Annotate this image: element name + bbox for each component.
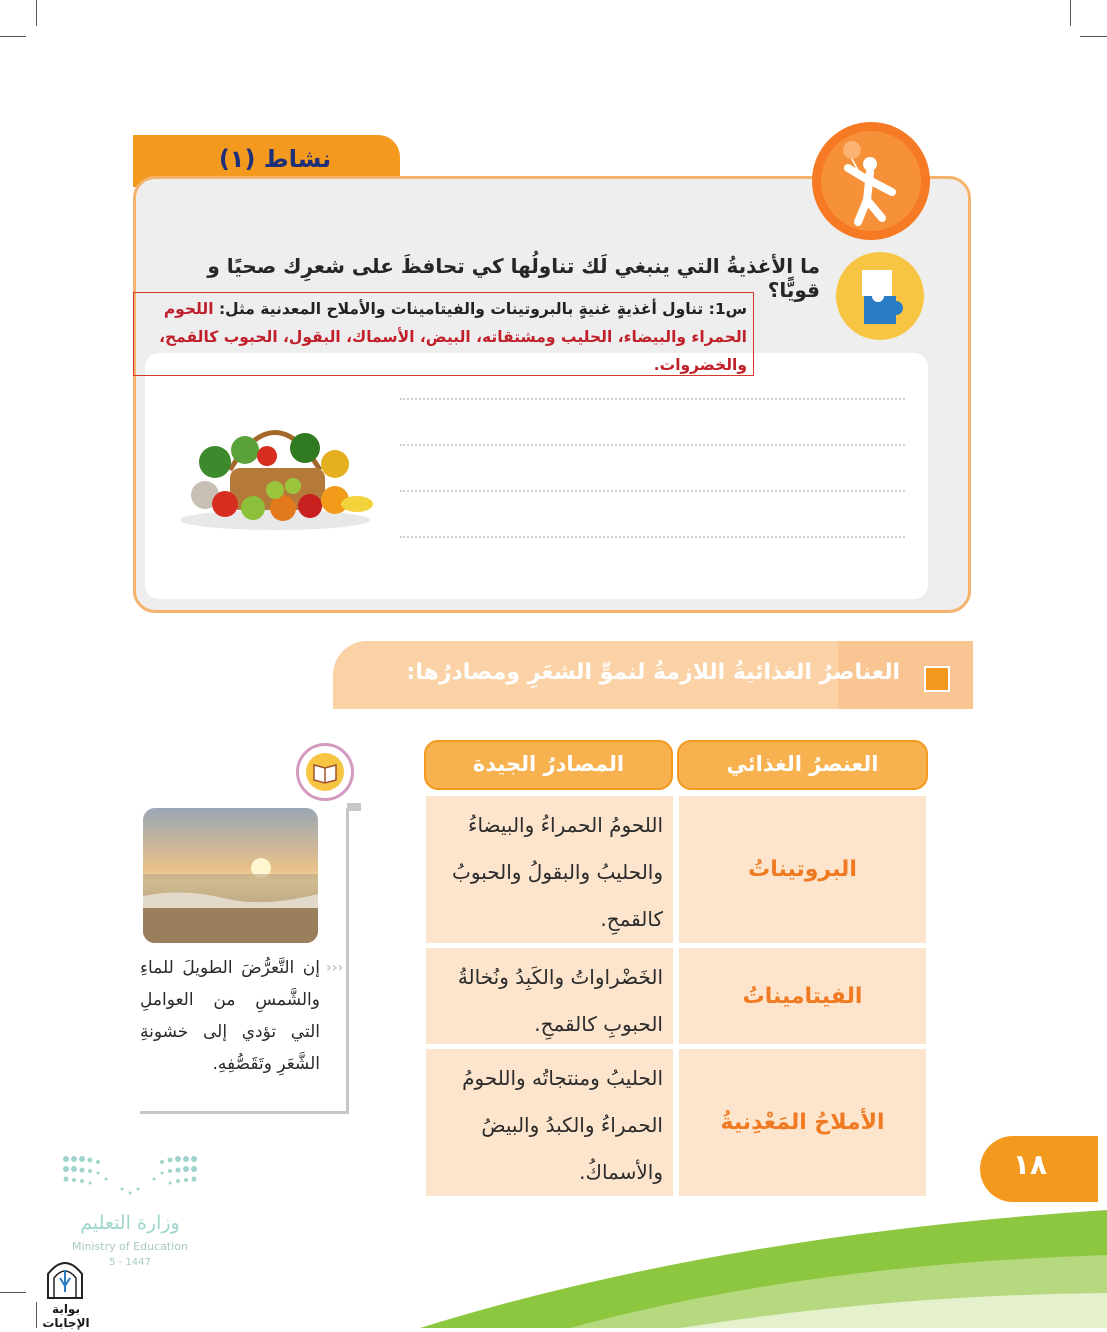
crop-mark bbox=[36, 0, 37, 26]
crop-mark bbox=[0, 1292, 26, 1293]
section-title: العناصرُ الغذائيةُ اللازمةُ لنموِّ الشعَرِ ومصادرُها: bbox=[406, 660, 900, 685]
answers-portal-label: بوابة الإجابات bbox=[42, 1302, 90, 1330]
nutrient-name: الأملاحُ المَعْدِنيةُ bbox=[720, 1110, 885, 1135]
book-icon bbox=[306, 753, 344, 791]
answer-lead: : تناول أغذيةٍ غنيةٍ بالبروتينات والفيتامينات والأملاح المعدنية مثل: bbox=[218, 300, 715, 318]
answer-line bbox=[400, 444, 905, 446]
fruit-basket-image bbox=[175, 400, 375, 535]
puzzle-icon bbox=[836, 252, 924, 340]
crop-mark bbox=[1080, 36, 1107, 37]
table-row bbox=[679, 948, 926, 1044]
table-header-element: العنصرُ الغذائي bbox=[677, 740, 928, 790]
table-row bbox=[679, 796, 926, 943]
child-balloon-icon bbox=[812, 122, 930, 240]
ministry-name-arabic: وزارة التعليم bbox=[80, 1212, 180, 1234]
answer-text: اللحوم الحمراء والبيضاء، الحليب ومشتقاته، البيض، الأسماك، البقول، الحبوب كالقمح، والخضروات. bbox=[159, 300, 747, 374]
crop-mark bbox=[0, 36, 26, 37]
table-row bbox=[679, 1049, 926, 1196]
page-number: ١٨ bbox=[1012, 1148, 1048, 1181]
table-cell-sources: الحليبُ ومنتجاتُه واللحومُ الحمراءُ والكبدُ والبيضُ والأسماكُ. bbox=[426, 1049, 673, 1196]
side-note-text: إن التَّعرُّضَ الطويلَ للماءِ والشَّمسِ من العواملِ التي تؤدي إلى خشونةِ الشَّعَرِ وتَقَصُّفِهِ. bbox=[140, 958, 320, 1074]
table-cell-sources: الخَضْراواتُ والكَبِدُ ونُخالةُ الحبوبِ كالقمحِ. bbox=[426, 948, 673, 1044]
answer-line bbox=[400, 398, 905, 400]
table-cell-sources: اللحومُ الحمراءُ والبيضاءُ والحليبُ والبقولُ والحبوبُ كالقمحِ. bbox=[426, 796, 673, 943]
footer-swoosh bbox=[420, 1205, 1107, 1328]
nutrient-name: الفيتاميناتُ bbox=[742, 983, 863, 1009]
answers-portal-logo-icon bbox=[44, 1256, 86, 1300]
side-note-frame-cap bbox=[347, 803, 361, 811]
answer-line bbox=[400, 536, 905, 538]
answer-label: س1 bbox=[714, 300, 747, 318]
ministry-year: 5 - 1447 bbox=[109, 1257, 151, 1268]
answer-box bbox=[133, 292, 754, 376]
crop-mark bbox=[1070, 0, 1071, 26]
table-header-sources: المصادرُ الجيدة bbox=[424, 740, 673, 790]
activity-title: نشاط (١) bbox=[218, 145, 332, 173]
ministry-logo-icon bbox=[62, 1155, 198, 1199]
answer-line bbox=[400, 490, 905, 492]
nutrient-name: البروتيناتُ bbox=[748, 857, 857, 882]
ministry-name-english: Ministry of Education bbox=[71, 1240, 188, 1253]
sunset-beach-image bbox=[143, 808, 318, 943]
section-bullet-icon bbox=[924, 666, 950, 692]
activity-question: ما الأغذيةُ التي ينبغي لَك تناولُها كي تحافظَ على شعرِك صحيًا و قويًّا؟ bbox=[207, 254, 820, 302]
quote-marks-icon: ››› bbox=[326, 960, 344, 976]
